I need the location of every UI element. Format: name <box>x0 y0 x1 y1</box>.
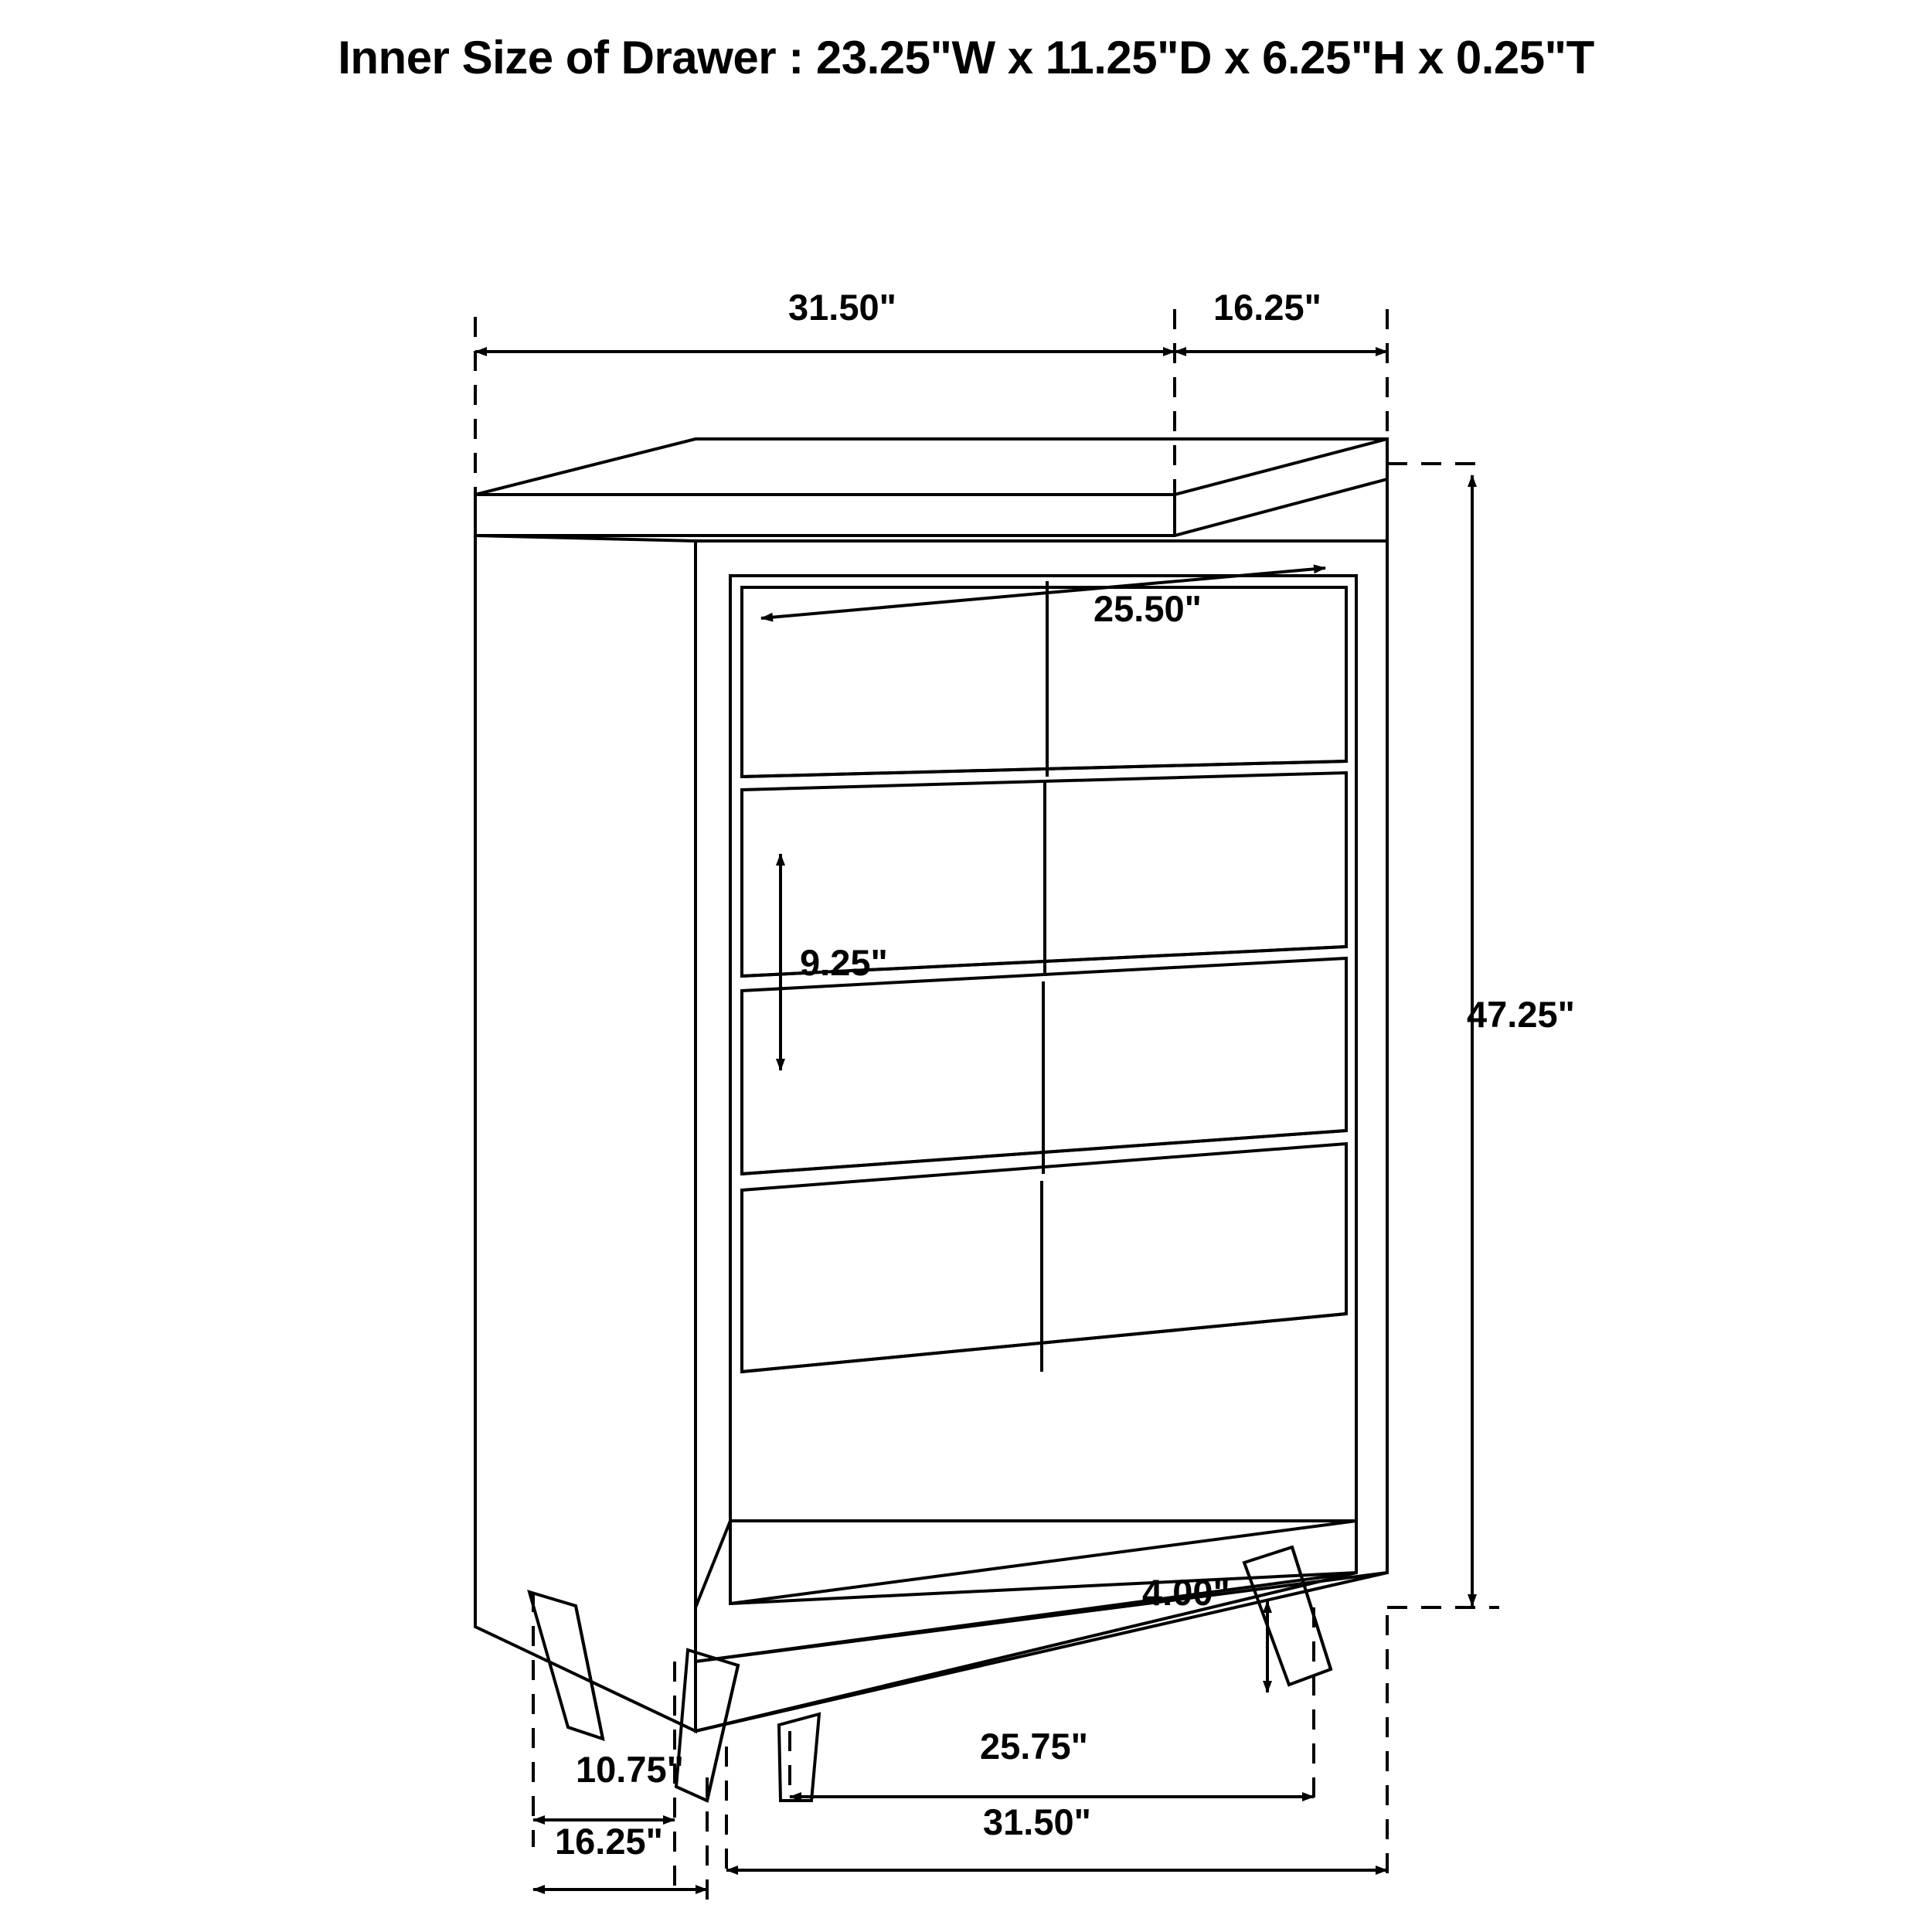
dim-drawer-front-height: 9.25" <box>800 942 888 983</box>
chest-body <box>475 439 1387 1801</box>
dim-base-width: 31.50" <box>983 1801 1091 1842</box>
dim-drawer-front-width: 25.50" <box>1094 588 1202 629</box>
dim-base-inner-width: 25.75" <box>980 1726 1088 1767</box>
dim-base-depth: 16.25" <box>555 1821 663 1862</box>
page-title: Inner Size of Drawer : 23.25"W x 11.25"D x 6.25"H x 0.25"T <box>338 32 1594 83</box>
dim-top-width: 31.50" <box>788 287 896 328</box>
dim-overall-height: 47.25" <box>1467 994 1575 1035</box>
dim-leg-height: 4.00" <box>1142 1572 1230 1613</box>
dim-top-depth: 16.25" <box>1213 287 1321 328</box>
dim-leg-offset-depth: 10.75" <box>576 1749 684 1790</box>
